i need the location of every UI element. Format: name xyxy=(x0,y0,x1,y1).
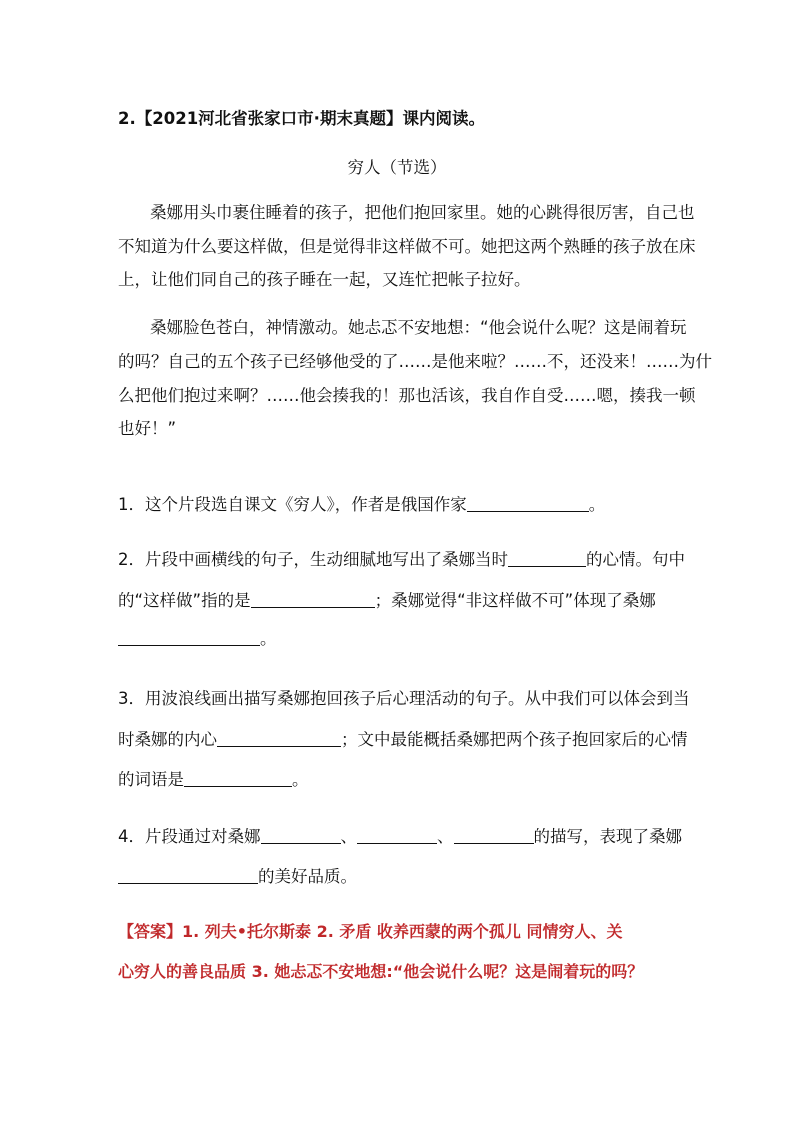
subquestion-2-line3 xyxy=(118,628,678,650)
para1-line3: 上，让他们同自己的孩子睡在一起，又连忙把帐子拉好。 xyxy=(118,270,531,289)
para2-line1: 桑娜脸色苍白，神情激动。她忐忑不安地想：“他会说什么呢？这是闹着玩 xyxy=(150,318,687,337)
para1-line1: 桑娜用头巾裹住睡着的孩子，把他们抱回家里。她的心跳得很厉害，自己也 xyxy=(150,203,695,222)
para2-line3: 么把他们抱过来啊？……他会揍我的！那也活该，我自作自受……嗯，揍我一顿 xyxy=(118,386,696,405)
q2-text-d: ；桑娜觉得“非这样做不可”体现了桑娜 xyxy=(374,591,656,610)
q4-sep-1: 、 xyxy=(340,827,357,846)
para2-line2: 的吗？自己的五个孩子已经够他受的了……是他来啦？……不，还没来！……为什 xyxy=(118,352,712,371)
q2-text-b: 的心情。句中 xyxy=(586,550,685,569)
q2-end: 。 xyxy=(260,629,277,648)
q2-blank-2[interactable] xyxy=(251,591,375,608)
answer-line1: 【答案】1. 列夫•托尔斯泰 2. 矛盾 收养西蒙的两个孤儿 同情穷人、关 xyxy=(118,922,623,941)
q3-blank-1[interactable] xyxy=(217,730,341,747)
q3-text-b: 时桑娜的内心 xyxy=(118,730,217,749)
subquestion-2-line1 xyxy=(118,549,685,571)
q4-blank-3[interactable] xyxy=(454,827,534,844)
q3-text-c: ；文中最能概括桑娜把两个孩子抱回家后的心情 xyxy=(341,730,688,749)
q2-text-a: 2．片段中画横线的句子，生动细腻地写出了桑娜当时 xyxy=(118,550,508,569)
subquestion-4-line1 xyxy=(118,826,682,848)
q1-text: 1．这个片段选自课文《穷人》，作者是俄国作家 xyxy=(118,495,467,514)
subquestion-1 xyxy=(118,494,678,516)
passage-title: 穷人（节选） xyxy=(347,158,447,177)
para2-line4: 也好！” xyxy=(118,419,177,438)
q2-blank-3[interactable] xyxy=(118,629,260,646)
q1-answer-blank[interactable] xyxy=(467,495,589,512)
subquestion-2-line2 xyxy=(118,590,678,612)
q4-sep-2: 、 xyxy=(437,827,454,846)
question-heading: 2.【2021河北省张家口市·期末真题】课内阅读。 xyxy=(118,109,485,128)
q3-text-d: 的词语是 xyxy=(118,770,184,789)
subquestion-3-line2 xyxy=(118,729,688,751)
q4-blank-2[interactable] xyxy=(357,827,437,844)
answer-line2: 心穷人的善良品质 3. 她忐忑不安地想:“他会说什么呢？这是闹着玩的吗？ xyxy=(118,962,644,981)
q4-text-a: 4．片段通过对桑娜 xyxy=(118,827,261,846)
q1-end: 。 xyxy=(588,495,606,514)
subquestion-4-line2 xyxy=(118,866,678,888)
q4-text-c: 的美好品质。 xyxy=(258,867,357,886)
q2-blank-1[interactable] xyxy=(508,550,586,567)
subquestion-3-line1: 3．用波浪线画出描写桑娜抱回孩子后心理活动的句子。从中我们可以体会到当 xyxy=(118,689,690,708)
para1-line2: 不知道为什么要这样做，但是觉得非这样做不可。她把这两个熟睡的孩子放在床 xyxy=(118,237,696,256)
q3-end: 。 xyxy=(292,770,309,789)
q4-blank-4[interactable] xyxy=(118,867,258,884)
q4-blank-1[interactable] xyxy=(261,827,341,844)
q3-blank-2[interactable] xyxy=(184,770,292,787)
q4-text-b: 的描写，表现了桑娜 xyxy=(533,827,682,846)
q2-text-c: 的“这样做”指的是 xyxy=(118,591,251,610)
subquestion-3-line3 xyxy=(118,769,678,791)
